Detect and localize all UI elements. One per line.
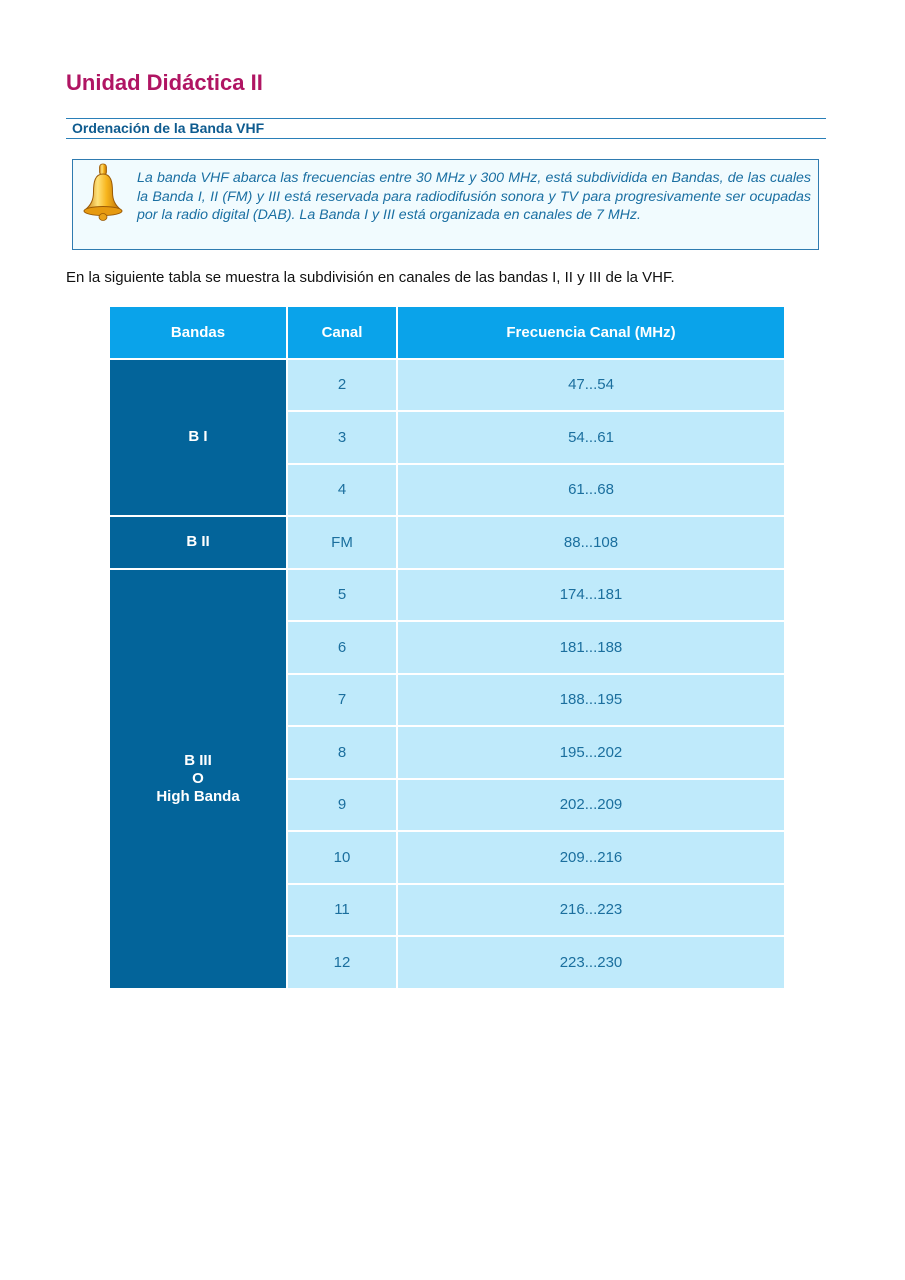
band-b2: B II (110, 517, 286, 568)
frequency-cell: 209...216 (398, 832, 784, 883)
table-row (110, 360, 784, 411)
channel-cell: 12 (288, 937, 396, 988)
channel-cell: FM (288, 517, 396, 568)
band-b1: B I (110, 360, 286, 516)
frequency-cell: 202...209 (398, 780, 784, 831)
frequency-cell: 88...108 (398, 517, 784, 568)
header-channel: Canal (288, 307, 396, 358)
channel-cell: 5 (288, 570, 396, 621)
header-bands: Bandas (110, 307, 286, 358)
table-row (110, 570, 784, 621)
bell-icon (81, 162, 125, 222)
band-b3-line1: B III (184, 751, 212, 769)
header-frequency: Frecuencia Canal (MHz) (398, 307, 784, 358)
channel-cell: 7 (288, 675, 396, 726)
channel-cell: 11 (288, 885, 396, 936)
table-row (110, 517, 784, 568)
frequency-cell: 174...181 (398, 570, 784, 621)
frequency-cell: 54...61 (398, 412, 784, 463)
intro-paragraph: En la siguiente tabla se muestra la subdivisión en canales de las bandas I, II y III de la VHF. (66, 269, 675, 286)
channel-cell: 9 (288, 780, 396, 831)
channel-cell: 3 (288, 412, 396, 463)
frequency-cell: 216...223 (398, 885, 784, 936)
section-title: Ordenación de la Banda VHF (72, 120, 265, 136)
channel-cell: 6 (288, 622, 396, 673)
channel-cell: 4 (288, 465, 396, 516)
frequency-cell: 188...195 (398, 675, 784, 726)
note-text: La banda VHF abarca las frecuencias entre 30 MHz y 300 MHz, está subdividida en Bandas, de las cuales la Banda I, II (FM) y III está reservada para radiodifusión sonora y TV para progresivamente ser ocupadas por la radio digital (DAB). La Banda I y III está organizada en canales de 7 MHz. (137, 170, 811, 223)
note-box (72, 159, 819, 250)
channel-cell: 8 (288, 727, 396, 778)
frequency-cell: 61...68 (398, 465, 784, 516)
channel-cell: 2 (288, 360, 396, 411)
frequency-cell: 195...202 (398, 727, 784, 778)
frequency-cell: 181...188 (398, 622, 784, 673)
band-b3-line3: High Banda (156, 787, 240, 805)
channel-cell: 10 (288, 832, 396, 883)
frequency-cell: 47...54 (398, 360, 784, 411)
section-header (66, 118, 826, 139)
table-header-row (110, 307, 784, 358)
band-b3 (110, 570, 286, 988)
vhf-channel-table (108, 305, 786, 990)
frequency-cell: 223...230 (398, 937, 784, 988)
unit-title: Unidad Didáctica II (66, 70, 263, 95)
band-b3-line2: O (192, 769, 204, 787)
